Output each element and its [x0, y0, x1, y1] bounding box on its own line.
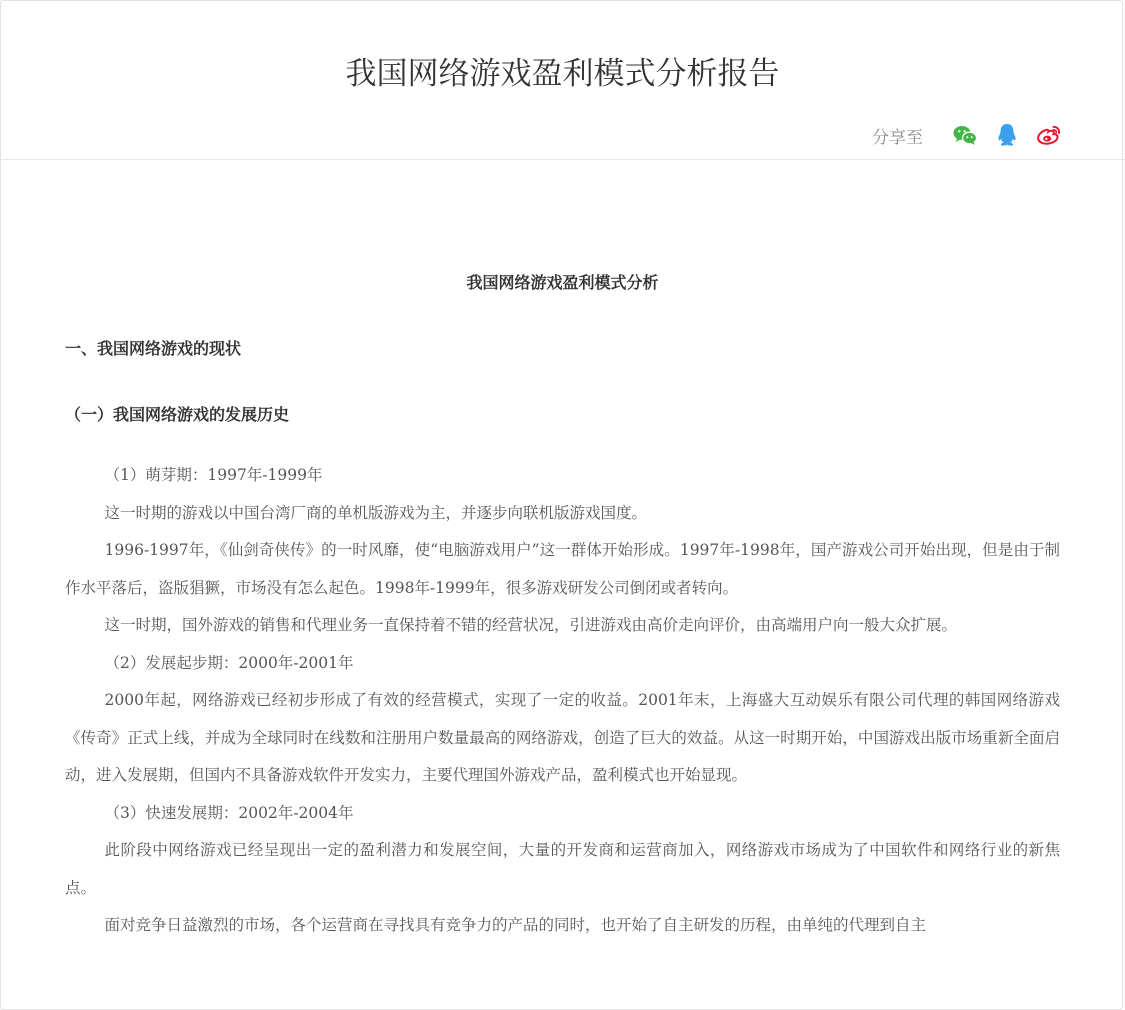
qq-icon[interactable]	[993, 121, 1021, 149]
share-label: 分享至	[872, 127, 923, 148]
section-heading: 一、我国网络游戏的现状	[65, 339, 242, 358]
weibo-icon[interactable]	[1035, 121, 1063, 149]
paragraph: （1）萌芽期：1997年-1999年	[104, 466, 323, 484]
share-bar	[872, 120, 1063, 150]
paragraph: 1996-1997年，《仙剑奇侠传》的一时风靡，使“电脑游戏用户”这一群体开始形成。1997年-1998年，国产游戏公司开始出现，但是由于制作水平落后，盗版猖獗，市场没有怎么起色。1998年-1999年，很多游戏研发公司倒闭或者转向。	[65, 541, 1060, 597]
article-body	[65, 457, 1060, 945]
page-header	[0, 0, 1125, 160]
paragraph: 这一时期的游戏以中国台湾厂商的单机版游戏为主，并逐步向联机版游戏国度。	[104, 503, 648, 522]
article-heading: 我国网络游戏盈利模式分析	[466, 273, 659, 292]
paragraph: 面对竞争日益激烈的市场，各个运营商在寻找具有竞争力的产品的同时，也开始了自主研发的历程，由单纯的代理到自主	[104, 916, 927, 934]
paragraph: （2）发展起步期：2000年-2001年	[104, 653, 354, 672]
paragraph: 2000年起，网络游戏已经初步形成了有效的经营模式，实现了一定的收益。2001年末，上海盛大互动娱乐有限公司代理的韩国网络游戏《传奇》正式上线，并成为全球同时在线数和注册用户数量最高的网络游戏，创造了巨大的效益。从这一时期开始，中国游戏出版市场重新全面启动，进入发展期，但国内不具备游戏软件开发实力，主要代理国外游戏产品，盈利模式也开始显现。	[65, 691, 1060, 784]
wechat-icon[interactable]	[951, 121, 979, 149]
paragraph: 这一时期，国外游戏的销售和代理业务一直保持着不错的经营状况，引进游戏由高价走向评价，由高端用户向一般大众扩展。	[104, 616, 958, 634]
subsection-heading: （一）我国网络游戏的发展历史	[65, 405, 290, 424]
paragraph: （3）快速发展期：2002年-2004年	[104, 803, 354, 822]
paragraph: 此阶段中网络游戏已经呈现出一定的盈利潜力和发展空间，大量的开发商和运营商加入，网络游戏市场成为了中国软件和网络行业的新焦点。	[65, 841, 1060, 897]
page-title: 我国网络游戏盈利模式分析报告	[345, 56, 780, 92]
